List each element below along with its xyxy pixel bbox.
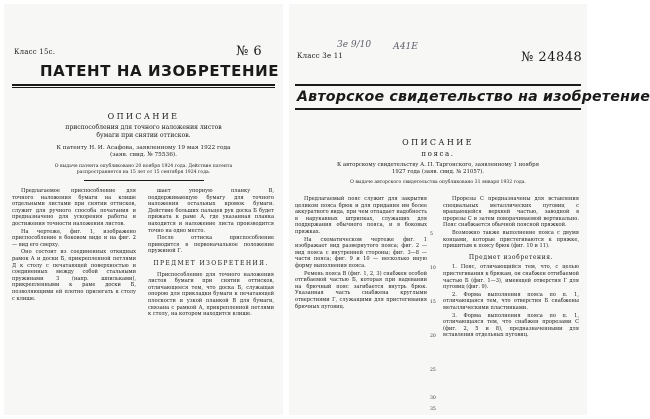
patent-number: № 6	[236, 44, 263, 59]
publication-line: О выдаче авторского свидетельства опубликовано 31 января 1932 года.	[350, 180, 526, 185]
class-label: Класс 3е 11	[297, 52, 344, 60]
paragraph: Ремень пояса В (фиг. 1, 2, 3) снабжен особой отгибаемой частью Б, которая при надевании на брючный пояс загибается внутрь брюк. Указанная часть снабжена круглыми отверстиями Г, служащими для пристегивания брючных пуговиц.	[295, 270, 427, 310]
subject-line: приспособления для точного наложения листов	[65, 124, 222, 131]
paragraph: На чертеже, фиг. 1, изображено приспособление в боковом виде и на фиг. 2 — вид его сверху.	[12, 228, 136, 248]
page-title: Авторское свидетельство на изобретение	[297, 89, 650, 105]
publication-line: О выдаче патента опубликовано 20 ноября 1924 года. Действие патента	[54, 164, 233, 169]
claim-text: 2. Форма выполнения пояса по п. 1, отличающаяся тем, что отверстия Б снабжены металлическими пластинками.	[443, 291, 579, 311]
paragraph: Возможно также выполнение пояса с двумя концами, которые пристегиваются к пряжке, пришитым к поясу брюк (фиг. 10 и 11).	[443, 229, 579, 250]
claim-text: Приспособление для точного наложения листов бумаги при снятии оттисков, отличающееся тем, что доска Б, служащая опорою для прикладки бумаги к печатающей плоскости и узкой планкой В для бумаги, связана с рамкой А, прикрепленной петлями к столу, на котором находится клише.	[148, 271, 274, 318]
handwritten-note: А41Е	[393, 42, 418, 52]
application-number: (заяв. свид. № 75536).	[110, 152, 177, 158]
description-column-2	[148, 188, 274, 319]
claim-heading: ПРЕДМЕТ ИЗОБРЕТЕНИЯ.	[153, 259, 269, 267]
author-line: 1927 года (заяв. свид. № 21057).	[391, 169, 485, 175]
description-column-1	[12, 188, 136, 303]
publication-note	[12, 164, 275, 176]
paragraph: После оттиска приспособление приводится в первоначальное положение пружиной Г.	[148, 235, 274, 255]
paragraph: Предлагаемое приспособление для точного наложения бумаги на клише отдельными листами при снятии оттисков, служит для ручного способа печатания и предназначено для ускорения работы и достижения точности наложения листов.	[12, 188, 136, 227]
title-rule-top	[295, 84, 581, 86]
claim-text: 3. Форма выполнения пояса по п. 1, отличающаяся тем, что снабжен прорезами С (фиг. 2, 5 и 8), предназначенными для вставления отдельных пуговиц.	[443, 312, 579, 339]
certificate-number: № 24848	[521, 50, 583, 65]
description-column-1	[295, 196, 427, 311]
certificate-page-right	[289, 4, 650, 415]
publication-note	[295, 179, 581, 186]
claim-heading: Предмет изобретения.	[468, 253, 554, 261]
patent-page-left	[4, 4, 283, 415]
class-label: Класс 15с.	[14, 48, 56, 56]
claim-text: 1. Пояс, отличающийся тем, что, с целью пристегивания к брюкам, он снабжен отгибаемой частью Б (фиг. 1—3), имеющей отверстия Г для пуговиц (фиг. 9).	[443, 264, 579, 291]
line-number: 10	[430, 266, 436, 271]
title-rule	[12, 84, 275, 86]
paragraph: шает упорную планку В, поддерживающую бумагу для точного наложения остальных кромок бумаги. Действие больших пальцев рук доска Б будет прижата к раме А, где указанная планка находится и наложение листа производится точно на одно место.	[148, 188, 274, 234]
line-number: 35	[430, 407, 436, 412]
line-number: 20	[430, 334, 436, 339]
author-block	[295, 162, 581, 176]
line-number: 15	[430, 300, 436, 305]
description-column-2	[443, 196, 579, 340]
paragraph: Прорезы С предназначены для вставления специальных металлических пуговиц с вращающейся верхней частью, заводной в прорезы С и затем поворачиваемой вертикально. Пояс снабжается обычной поясной пряжкой.	[443, 196, 579, 229]
subject-block	[12, 124, 275, 140]
paragraph: На схематическом чертеже фиг. 1 изображает вид развернутого пояса; фиг. 2 — вид пояса с внутренней стороны; фиг. 3—8 — части пояса; фиг. 9 и 10 — несколько иную форму выполнения пояса.	[295, 236, 427, 269]
title-rule-bottom	[295, 108, 581, 110]
patent-holder: К патенту Н. И. Асафова, заявленному 19 мая 1922 года	[56, 145, 231, 151]
handwritten-class: 3е 9/10	[337, 40, 372, 50]
section-heading: ОПИСАНИЕ	[107, 112, 180, 121]
publication-line: распространяется на 15 лет от 15 сентября 1924 года.	[76, 170, 211, 175]
section-heading: ОПИСАНИЕ	[402, 138, 474, 147]
line-number: 30	[430, 396, 436, 401]
author-line: К авторскому свидетельству А. П. Таргонского, заявленному 1 ноября	[336, 162, 540, 168]
paragraph: Предлагаемый пояс служит для закрытия целиком пояса брюк и для придания им более аккуратного вида, при чем отпадает надобность в нарукавных штрипках, служащих для поддержания обычного пояса, и в боковых пряжках.	[295, 196, 427, 235]
section-divider	[84, 180, 204, 181]
holder-block	[12, 145, 275, 159]
line-number: 25	[430, 368, 436, 373]
title-rule-thin	[12, 87, 275, 88]
line-number: 5	[430, 232, 433, 237]
paragraph: Оно состоит из соединенных откидных рамок А и доски Б, прикрепленной петлями Д к столу с печатающей поверхностью и соединенных между собой стальными пружинами З (напр. шпильками), прикрепленными к раме доски Б, позволяющими ей плотно прилегать к столу с клише.	[12, 249, 136, 302]
page-title: ПАТЕНТ НА ИЗОБРЕТЕНИЕ	[40, 62, 280, 80]
subject-heading: пояса.	[421, 150, 455, 158]
subject-line: бумаги при снятии оттисков.	[96, 132, 191, 139]
